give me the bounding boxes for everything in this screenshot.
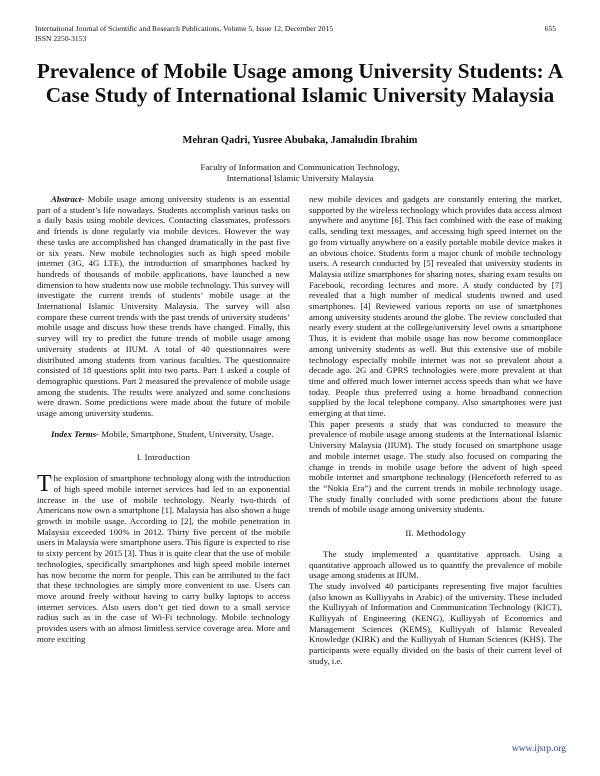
methodology-paragraph-2: The study involved 40 participants representing five major faculties (also known as Kulliyyahs in Arabic) of the university. These included the Kulliyyah of Information and Communication Technology (KICT), Kulliyyah of Engineering (KENG), Kulliyyah of Economics and Management Sciences (KEMS), Kulliyyah of Islamic Revealed Knowledge (KIRK) and the Kulliyyah of Human Sciences (KHS). The participants were equally divided on the basis of their current level of study, i.e. [309, 580, 562, 666]
abstract [37, 194, 290, 419]
running-header [35, 24, 333, 43]
journal-name: International Journal of Scientific and Research Publications, Volume 5, Issue 12, December 2015 [35, 24, 334, 33]
drop-cap: T [37, 471, 52, 498]
index-terms [37, 429, 290, 440]
university-name: International Islamic University Malaysia [226, 172, 374, 183]
section-heading-introduction: I. Introduction [136, 452, 191, 463]
index-terms-label: Index Terms- [51, 428, 100, 439]
journal-website-link[interactable]: www.ijsrp.org [511, 744, 566, 754]
faculty-name: Faculty of Information and Communication Technology, [200, 162, 400, 172]
intro-paragraph-2: This paper presents a study that was conducted to measure the prevalence of mobile usage among students at the International Islamic University Malaysia (IIUM). The study focused on smartphone usage and mobile internet usage. The study also focused on comparing the change in trends in mobile usage before the advent of high speed mobile internet and smartphone technology (Henceforth referred to as the “Nokia Era”) and the current trends in mobile technology usage. The study finally concluded with some predictions about the future trends of mobile usage among university students. [309, 418, 562, 515]
methodology-paragraph-1: The study implemented a quantitative approach. Using a quantitative approach allowed us to quantify the prevalence of mobile usage among students at IIUM. [309, 548, 562, 581]
abstract-label: Abstract- [51, 194, 85, 204]
paper-title: Prevalence of Mobile Usage among University Students: A Case Study of International Islamic University Malaysia [36, 59, 564, 107]
author-list: Mehran Qadri, Yusree Abubaka, Jamaludin Ibrahim [182, 135, 418, 146]
left-column [37, 194, 290, 644]
affiliation [30, 162, 570, 183]
intro-text: he explosion of smartphone technology along with the introduction of high speed mobile internet services had led to an exponential increase in the use of mobile technology. Nearly two-thirds of Americans now own a smartphone [1]. Malaysia has also shown a huge growth in mobile usage. According to [2], the mobile penetration in Malaysia exceeded 100% in 2012. Thirty five percent of the mobile users in Malaysia were smartphone users. This figure is expected to rise to sixty percent by 2015 [3]. Thus it is quite clear that the use of mobile technologies, specifically smartphones and high speed mobile internet has now become the norm for people. This can be attributed to the fact that these technologies are simply more convenient to use. Users can move around freely without having to carry bulky laptops to access internet services. Also users don’t get tied down to a small service radius such as in the case of Wi-Fi technology. Mobile technology provides users with an almost limitless service coverage area. More and more exciting [37, 473, 290, 644]
index-terms-text: Mobile, Smartphone, Student, University, Usage. [101, 428, 274, 439]
right-column [309, 194, 562, 667]
issn: ISSN 2250-3153 [35, 33, 87, 43]
page-number: 655 [544, 24, 556, 33]
section-heading-methodology: II. Methodology [405, 528, 466, 539]
abstract-text: Mobile usage among university students is an essential part of a student’s life nowadays. Students accomplish various tasks on a daily basis using mobile devices. Contacting classmates, professors and friends is done regularly via mobile devices. However the way these tasks are accomplished has changed dramatically in the past five or six years. New mobile technologies such as high speed mobile internet (3G, 4G LTE), the introduction of smartphones backed by hundreds of thousands of mobile applications, have launched a new dimension to how students now use mobile technology. This survey will investigate the current trends of students’ mobile usage at the International Islamic University Malaysia. The survey will also compare these current trends with the past trends of university students’ mobile usage and discuss how these trends have changed. Finally, this survey will try to predict the future trends of mobile usage among university students at IIUM. A total of 40 questionnaires were distributed among students from various faculties. The questionnaire consisted of 18 questions split into two parts. Part 1 asked a couple of demographic questions. Part 2 measured the prevalence of mobile usage among the students. The results were analyzed and some conclusions were drawn. Some predictions were made about the future of mobile usage among university students. [37, 194, 291, 419]
intro-continued: new mobile devices and gadgets are constantly entering the market, supported by the wireless technology which provides data access almost anywhere and anytime [6]. This fact combined with the ease of making calls, sending text messages, and accessing high speed internet on the go from virtually anywhere on a easily portable mobile device makes it an obvious choice. Students form a major chunk of mobile technology users. A research conducted by [5] revealed that university students in Malaysia utilize smartphones for sharing notes, sharing exam results on Facebook, recording lectures and more. A study conducted by [7] revealed that a high number of medical students owned and used smartphones. [4] Reviewed various reports on use of smartphones among university students around the globe. The review concluded that nearly every student at the college/university level owns a smartphone Thus, it is evident that mobile usage has now become commonplace among university students as well. But this extensive use of mobile technology especially mobile internet was not so prevalent about a decade ago. 2G and GPRS technologies were more prevalent at that time and offered much lower internet access speeds than what we have today. People thus preferred using a home broadband connection supplied by the local telephone company. Also smartphones were just emerging at that time. [309, 194, 562, 419]
intro-paragraph [37, 473, 290, 644]
